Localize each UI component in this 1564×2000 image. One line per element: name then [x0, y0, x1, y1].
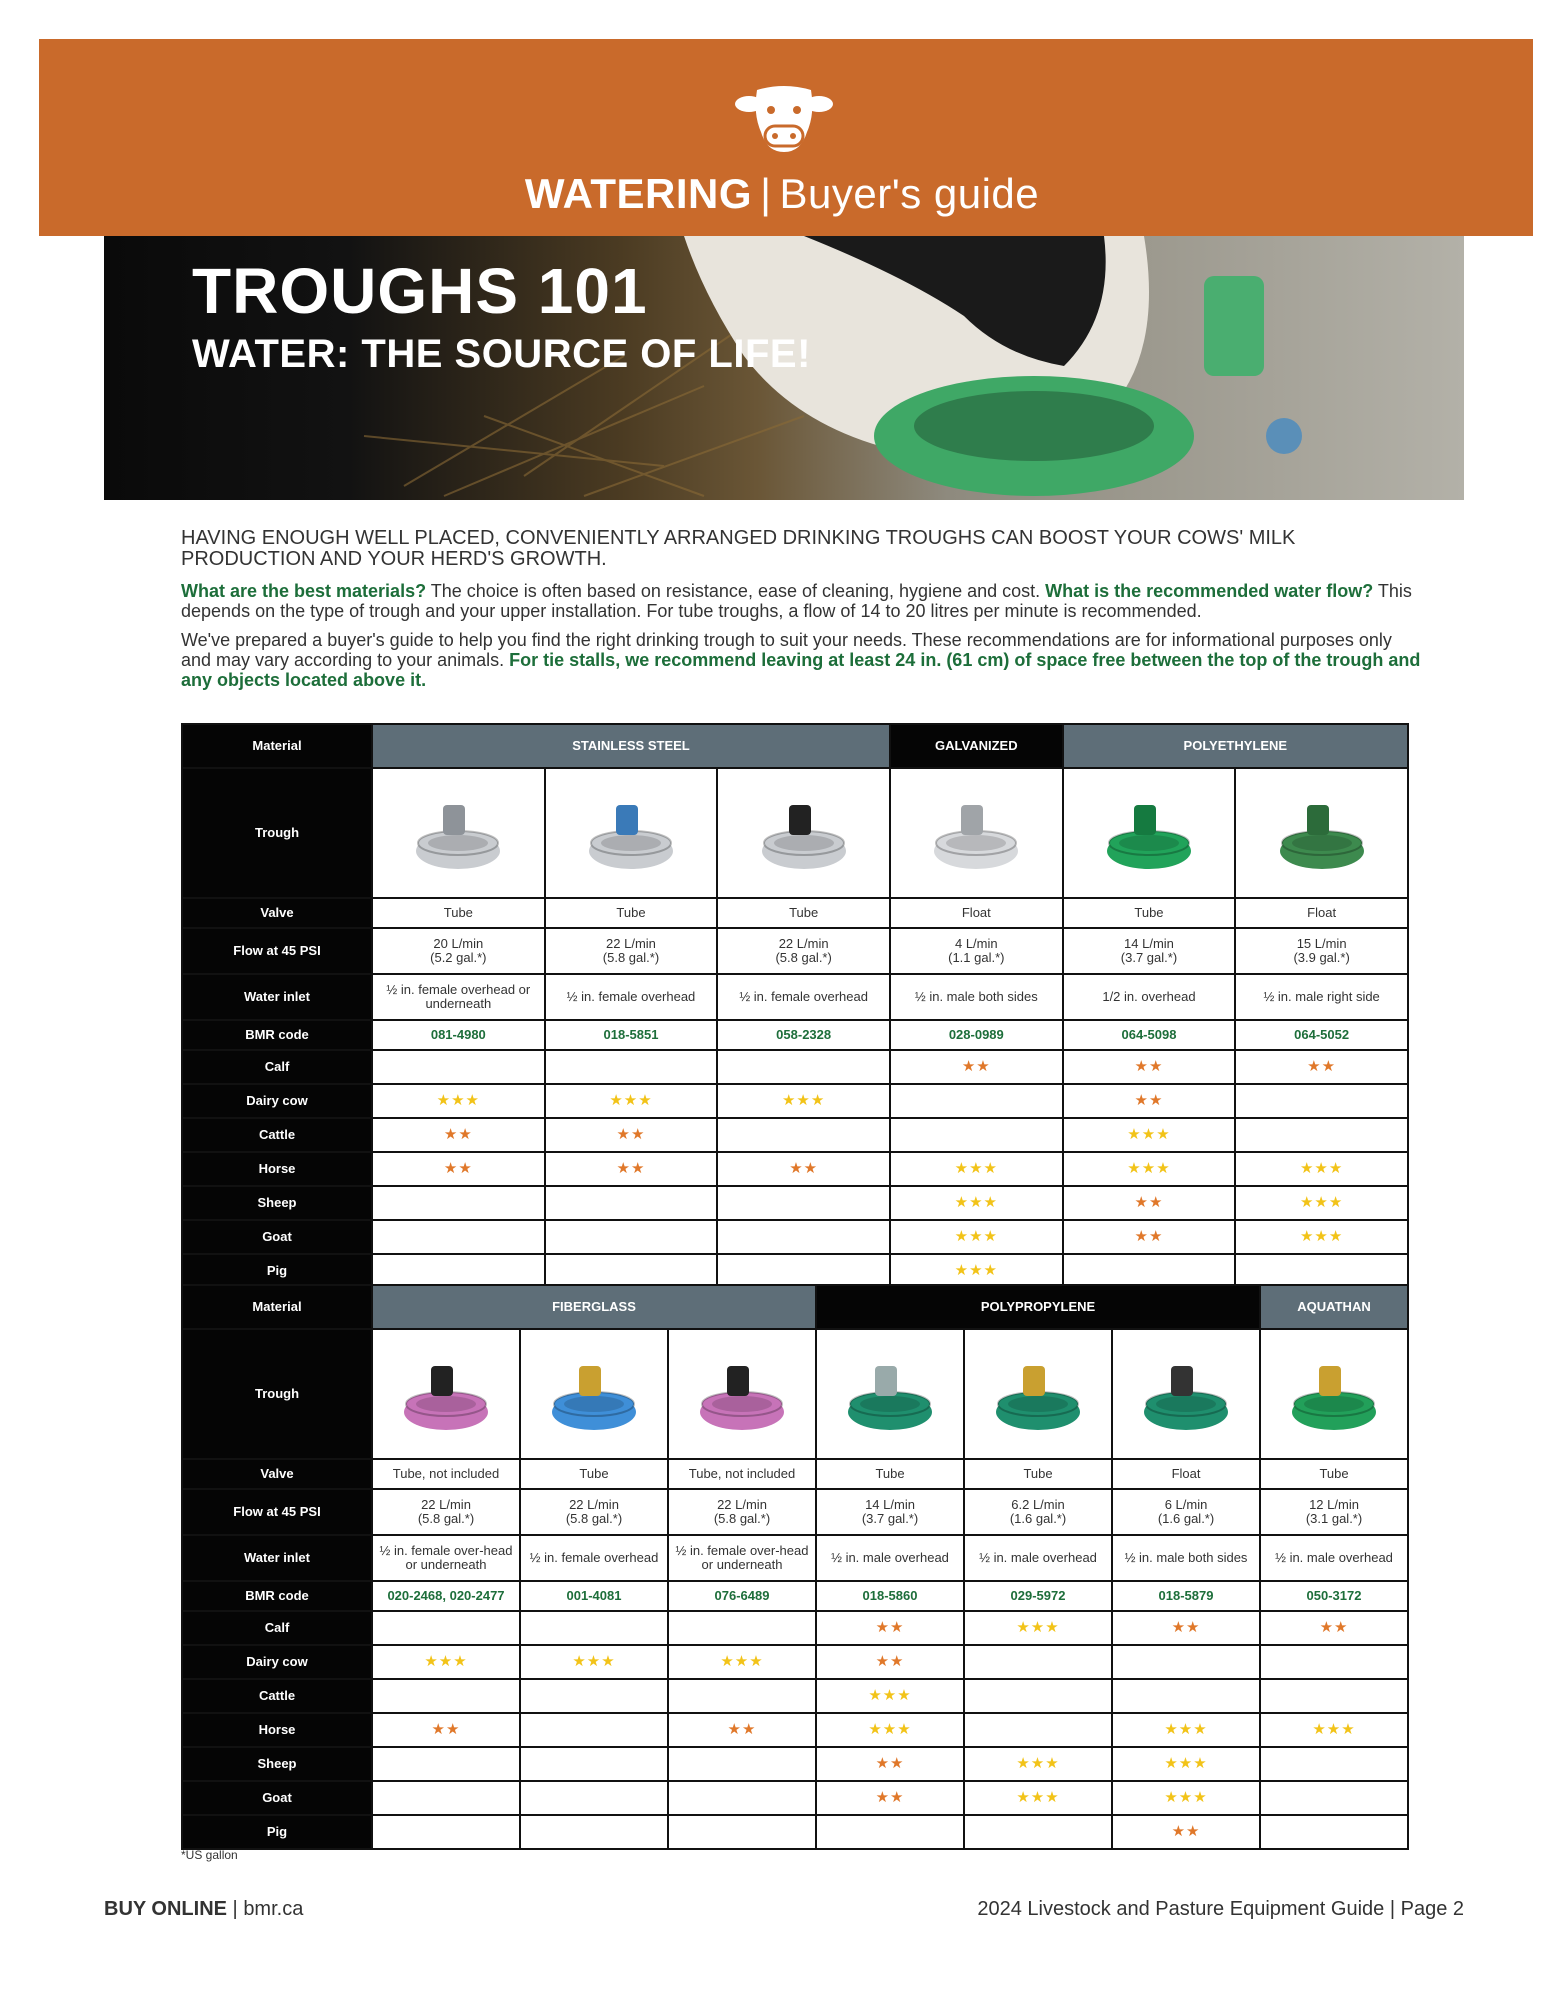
- t2-valve-cell-5: Float: [1112, 1459, 1260, 1489]
- t1-valve-cell-1: Tube: [545, 898, 718, 928]
- t2-rating-cell-0-4: [964, 1611, 1112, 1645]
- star-rating-icon: ★★★: [1164, 1755, 1208, 1772]
- t2-rating-cell-2-2: [668, 1679, 816, 1713]
- t1-row-label-animal-5: Goat: [182, 1220, 372, 1254]
- t1-rating-cell-2-5: [1235, 1118, 1408, 1152]
- trough-photo-icon: [403, 783, 513, 883]
- t1-rating-cell-4-5: [1235, 1186, 1408, 1220]
- t1-inlet-cell-3: ½ in. male both sides: [890, 974, 1063, 1020]
- t2-animal-row-3: [182, 1713, 1408, 1747]
- t1-rating-cell-6-2: [717, 1254, 890, 1288]
- t2-rating-cell-4-0: [372, 1747, 520, 1781]
- t2-trough-image-4: [964, 1329, 1112, 1459]
- intro-answer-materials: The choice is often based on resistance, ease of cleaning, hygiene and cost.: [426, 581, 1046, 601]
- star-rating-icon: ★★★: [954, 1262, 998, 1279]
- t2-valve-cell-1: Tube: [520, 1459, 668, 1489]
- t1-trough-row: [182, 768, 1408, 898]
- star-rating-icon: ★★: [616, 1126, 646, 1143]
- t2-valve-row: [182, 1459, 1408, 1489]
- t2-flow-cell-5: 6 L/min (1.6 gal.*): [1112, 1489, 1260, 1535]
- t1-rating-cell-5-0: [372, 1220, 545, 1254]
- footer-page-number: Page 2: [1400, 1898, 1464, 1920]
- t2-row-label-animal-4: Sheep: [182, 1747, 372, 1781]
- trough-photo-icon: [835, 1344, 945, 1444]
- t2-rating-cell-1-2: [668, 1645, 816, 1679]
- t2-rating-cell-2-4: [964, 1679, 1112, 1713]
- cow-head-icon: [735, 84, 833, 154]
- t2-flow-cell-3: 14 L/min (3.7 gal.*): [816, 1489, 964, 1535]
- t2-animal-row-1: [182, 1645, 1408, 1679]
- t2-row-label-valve: Valve: [182, 1459, 372, 1489]
- star-rating-icon: ★★★: [1299, 1160, 1344, 1177]
- intro-guide-text: We've prepared a buyer's guide to help you find the right drinking trough to suit your needs. These recommendations are for informational purposes only and may vary according to your animals.: [181, 630, 1392, 670]
- t1-rating-cell-6-1: [545, 1254, 718, 1288]
- t1-row-label-trough: Trough: [182, 768, 372, 898]
- t1-flow-cell-3: 4 L/min (1.1 gal.*): [890, 928, 1063, 974]
- t1-animal-row-5: [182, 1220, 1408, 1254]
- t1-rating-cell-3-3: [890, 1152, 1063, 1186]
- trough-photo-icon: [687, 1344, 797, 1444]
- t2-trough-image-0: [372, 1329, 520, 1459]
- star-rating-icon: ★★: [875, 1653, 905, 1670]
- t2-valve-cell-3: Tube: [816, 1459, 964, 1489]
- t1-rating-cell-1-2: [717, 1084, 890, 1118]
- t1-valve-cell-0: Tube: [372, 898, 545, 928]
- t1-rating-cell-3-1: [545, 1152, 718, 1186]
- t2-flow-cell-0: 22 L/min (5.8 gal.*): [372, 1489, 520, 1535]
- star-rating-icon: ★★★: [1127, 1126, 1171, 1143]
- t2-rating-cell-1-6: [1260, 1645, 1408, 1679]
- t1-rating-cell-1-5: [1235, 1084, 1408, 1118]
- t2-code-cell-3: 018-5860: [816, 1581, 964, 1611]
- t1-animal-row-2: [182, 1118, 1408, 1152]
- t2-inlet-cell-3: ½ in. male overhead: [816, 1535, 964, 1581]
- star-rating-icon: ★★★: [954, 1228, 998, 1245]
- t1-trough-image-5: [1235, 768, 1408, 898]
- t1-animal-row-1: [182, 1084, 1408, 1118]
- t1-rating-cell-5-2: [717, 1220, 890, 1254]
- t2-rating-cell-5-4: [964, 1781, 1112, 1815]
- t2-rating-cell-0-2: [668, 1611, 816, 1645]
- t2-flow-cell-1: 22 L/min (5.8 gal.*): [520, 1489, 668, 1535]
- t1-row-label-valve: Valve: [182, 898, 372, 928]
- t1-row-label-animal-4: Sheep: [182, 1186, 372, 1220]
- t1-rating-cell-5-4: [1063, 1220, 1236, 1254]
- t2-rating-cell-6-5: [1112, 1815, 1260, 1849]
- star-rating-icon: ★★★: [868, 1721, 912, 1738]
- t1-rating-cell-2-3: [890, 1118, 1063, 1152]
- star-rating-icon: ★★★: [1299, 1228, 1344, 1245]
- t2-rating-cell-4-4: [964, 1747, 1112, 1781]
- trough-comparison-table-1: [181, 723, 1409, 1289]
- footer-buy-online-label: BUY ONLINE: [104, 1898, 227, 1920]
- star-rating-icon: ★★★: [1127, 1160, 1171, 1177]
- t2-rating-cell-4-5: [1112, 1747, 1260, 1781]
- t2-flow-row: [182, 1489, 1408, 1535]
- t1-code-cell-0: 081-4980: [372, 1020, 545, 1050]
- intro-lead: HAVING ENOUGH WELL PLACED, CONVENIENTLY ARRANGED DRINKING TROUGHS CAN BOOST YOUR COWS' MILK PRODUCTION AND YOUR HERD'S GROWTH.: [181, 527, 1296, 570]
- trough-photo-icon: [391, 1344, 501, 1444]
- t1-rating-cell-4-3: [890, 1186, 1063, 1220]
- t2-row-label-animal-6: Pig: [182, 1815, 372, 1849]
- t2-code-cell-6: 050-3172: [1260, 1581, 1408, 1611]
- t2-trough-image-5: [1112, 1329, 1260, 1459]
- intro-tie-stall-note: For tie stalls, we recommend leaving at least 24 in. (61 cm) of space free between the top of the trough and any objects located above it.: [181, 650, 1421, 690]
- t1-rating-cell-3-2: [717, 1152, 890, 1186]
- t2-rating-cell-5-2: [668, 1781, 816, 1815]
- hero-banner: [104, 236, 1464, 500]
- t2-rating-cell-5-1: [520, 1781, 668, 1815]
- t2-trough-image-6: [1260, 1329, 1408, 1459]
- star-rating-icon: ★★: [1319, 1619, 1349, 1636]
- t2-rating-cell-6-4: [964, 1815, 1112, 1849]
- trough-photo-icon: [983, 1344, 1093, 1444]
- star-rating-icon: ★★: [875, 1619, 905, 1636]
- t2-rating-cell-1-1: [520, 1645, 668, 1679]
- star-rating-icon: ★★★: [868, 1687, 912, 1704]
- star-rating-icon: ★★: [1134, 1058, 1164, 1075]
- t1-material-group-0: STAINLESS STEEL: [372, 724, 890, 768]
- trough-photo-icon: [1094, 783, 1204, 883]
- t1-trough-image-0: [372, 768, 545, 898]
- t1-trough-image-2: [717, 768, 890, 898]
- t1-rating-cell-5-5: [1235, 1220, 1408, 1254]
- t2-inlet-cell-4: ½ in. male overhead: [964, 1535, 1112, 1581]
- t2-rating-cell-1-4: [964, 1645, 1112, 1679]
- t2-rating-cell-0-3: [816, 1611, 964, 1645]
- t2-code-cell-1: 001-4081: [520, 1581, 668, 1611]
- t1-inlet-cell-5: ½ in. male right side: [1235, 974, 1408, 1020]
- star-rating-icon: ★★★: [720, 1653, 764, 1670]
- trough-photo-icon: [539, 1344, 649, 1444]
- t2-rating-cell-3-2: [668, 1713, 816, 1747]
- trough-photo-icon: [1131, 1344, 1241, 1444]
- t2-material-group-2: AQUATHAN: [1260, 1285, 1408, 1329]
- t2-trough-image-1: [520, 1329, 668, 1459]
- t2-rating-cell-2-5: [1112, 1679, 1260, 1713]
- t1-rating-cell-4-2: [717, 1186, 890, 1220]
- t2-flow-cell-2: 22 L/min (5.8 gal.*): [668, 1489, 816, 1535]
- t2-rating-cell-6-1: [520, 1815, 668, 1849]
- t1-trough-image-1: [545, 768, 718, 898]
- t1-material-group-1: GALVANIZED: [890, 724, 1063, 768]
- footer-buy-online: [104, 1898, 303, 1921]
- t1-valve-cell-4: Tube: [1063, 898, 1236, 928]
- footer-separator: |: [232, 1898, 238, 1920]
- t1-flow-cell-5: 15 L/min (3.9 gal.*): [1235, 928, 1408, 974]
- t1-code-cell-4: 064-5098: [1063, 1020, 1236, 1050]
- intro-question-flow: What is the recommended water flow?: [1045, 581, 1374, 601]
- star-rating-icon: ★★: [1134, 1092, 1164, 1109]
- t2-trough-image-2: [668, 1329, 816, 1459]
- star-rating-icon: ★★: [431, 1721, 461, 1738]
- t2-rating-cell-3-5: [1112, 1713, 1260, 1747]
- t1-rating-cell-2-0: [372, 1118, 545, 1152]
- t1-rating-cell-0-5: [1235, 1050, 1408, 1084]
- footer-site-link[interactable]: bmr.ca: [243, 1898, 304, 1920]
- t2-inlet-cell-1: ½ in. female overhead: [520, 1535, 668, 1581]
- t1-rating-cell-0-3: [890, 1050, 1063, 1084]
- t2-rating-cell-2-1: [520, 1679, 668, 1713]
- t2-code-cell-5: 018-5879: [1112, 1581, 1260, 1611]
- t1-animal-row-4: [182, 1186, 1408, 1220]
- trough-photo-icon: [576, 783, 686, 883]
- star-rating-icon: ★★: [1134, 1194, 1164, 1211]
- footer-guide-info: [977, 1898, 1464, 1921]
- t2-row-label-inlet: Water inlet: [182, 1535, 372, 1581]
- intro-guide-paragraph: [181, 630, 1421, 690]
- t1-row-label-animal-6: Pig: [182, 1254, 372, 1288]
- trough-photo-icon: [921, 783, 1031, 883]
- star-rating-icon: ★★: [875, 1755, 905, 1772]
- t1-rating-cell-0-0: [372, 1050, 545, 1084]
- t1-rating-cell-1-4: [1063, 1084, 1236, 1118]
- t1-animal-row-3: [182, 1152, 1408, 1186]
- t1-trough-image-3: [890, 768, 1063, 898]
- t2-rating-cell-1-5: [1112, 1645, 1260, 1679]
- t1-rating-cell-4-0: [372, 1186, 545, 1220]
- t2-code-cell-2: 076-6489: [668, 1581, 816, 1611]
- t1-valve-cell-3: Float: [890, 898, 1063, 928]
- trough-photo-icon: [1279, 1344, 1389, 1444]
- intro-answer-flow: This depends on the type of trough and your upper installation. For tube troughs, a flow of 14 to 20 litres per minute is recommended.: [181, 581, 1412, 621]
- t2-rating-cell-3-4: [964, 1713, 1112, 1747]
- star-rating-icon: ★★: [789, 1160, 819, 1177]
- t2-inlet-cell-6: ½ in. male overhead: [1260, 1535, 1408, 1581]
- star-rating-icon: ★★: [443, 1126, 473, 1143]
- t2-inlet-cell-5: ½ in. male both sides: [1112, 1535, 1260, 1581]
- t2-rating-cell-5-6: [1260, 1781, 1408, 1815]
- t1-rating-cell-2-1: [545, 1118, 718, 1152]
- t2-rating-cell-6-2: [668, 1815, 816, 1849]
- t2-row-label-material: Material: [182, 1285, 372, 1329]
- t2-rating-cell-5-3: [816, 1781, 964, 1815]
- t1-rating-cell-0-2: [717, 1050, 890, 1084]
- t1-trough-image-4: [1063, 768, 1236, 898]
- t2-row-label-trough: Trough: [182, 1329, 372, 1459]
- t2-rating-cell-4-2: [668, 1747, 816, 1781]
- t1-rating-cell-6-0: [372, 1254, 545, 1288]
- t2-material-group-0: FIBERGLASS: [372, 1285, 816, 1329]
- star-rating-icon: ★★: [1134, 1228, 1164, 1245]
- t2-valve-cell-2: Tube, not included: [668, 1459, 816, 1489]
- header-title-light: Buyer's guide: [779, 170, 1040, 217]
- star-rating-icon: ★★★: [1164, 1721, 1208, 1738]
- intro-materials-paragraph: [181, 581, 1421, 621]
- t2-rating-cell-2-6: [1260, 1679, 1408, 1713]
- t1-animal-row-0: [182, 1050, 1408, 1084]
- star-rating-icon: ★★: [616, 1160, 646, 1177]
- star-rating-icon: ★★★: [572, 1653, 616, 1670]
- t2-rating-cell-3-3: [816, 1713, 964, 1747]
- t2-valve-cell-6: Tube: [1260, 1459, 1408, 1489]
- t2-rating-cell-5-0: [372, 1781, 520, 1815]
- trough-photo-icon: [749, 783, 859, 883]
- t2-row-label-animal-5: Goat: [182, 1781, 372, 1815]
- t2-inlet-row: [182, 1535, 1408, 1581]
- star-rating-icon: ★★★: [781, 1092, 826, 1109]
- t2-row-label-animal-2: Cattle: [182, 1679, 372, 1713]
- t1-animal-row-6: [182, 1254, 1408, 1288]
- header-title: [0, 170, 1564, 218]
- t2-rating-cell-2-0: [372, 1679, 520, 1713]
- t2-rating-cell-0-0: [372, 1611, 520, 1645]
- trough-photo-icon: [1267, 783, 1377, 883]
- t1-row-label-animal-1: Dairy cow: [182, 1084, 372, 1118]
- t2-rating-cell-6-3: [816, 1815, 964, 1849]
- t1-rating-cell-1-1: [545, 1084, 718, 1118]
- t1-material-row: [182, 724, 1408, 768]
- t1-rating-cell-1-3: [890, 1084, 1063, 1118]
- t1-flow-row: [182, 928, 1408, 974]
- star-rating-icon: ★★: [875, 1789, 905, 1806]
- t2-animal-row-6: [182, 1815, 1408, 1849]
- t1-rating-cell-1-0: [372, 1084, 545, 1118]
- t1-code-cell-3: 028-0989: [890, 1020, 1063, 1050]
- footer-separator-2: |: [1389, 1898, 1396, 1920]
- t2-row-label-code: BMR code: [182, 1581, 372, 1611]
- t1-rating-cell-3-5: [1235, 1152, 1408, 1186]
- t2-valve-cell-0: Tube, not included: [372, 1459, 520, 1489]
- star-rating-icon: ★★: [1307, 1058, 1337, 1075]
- t2-material-group-1: POLYPROPYLENE: [816, 1285, 1260, 1329]
- t1-rating-cell-6-4: [1063, 1254, 1236, 1288]
- t2-animal-row-2: [182, 1679, 1408, 1713]
- t1-row-label-animal-2: Cattle: [182, 1118, 372, 1152]
- t2-rating-cell-1-0: [372, 1645, 520, 1679]
- star-rating-icon: ★★: [1171, 1619, 1201, 1636]
- star-rating-icon: ★★★: [609, 1092, 653, 1109]
- t2-flow-cell-6: 12 L/min (3.1 gal.*): [1260, 1489, 1408, 1535]
- t1-valve-cell-5: Float: [1235, 898, 1408, 928]
- t2-rating-cell-0-1: [520, 1611, 668, 1645]
- t2-inlet-cell-2: ½ in. female over-head or underneath: [668, 1535, 816, 1581]
- t1-rating-cell-2-2: [717, 1118, 890, 1152]
- t1-flow-cell-0: 20 L/min (5.2 gal.*): [372, 928, 545, 974]
- t2-animal-row-5: [182, 1781, 1408, 1815]
- t2-rating-cell-4-1: [520, 1747, 668, 1781]
- t1-rating-cell-4-1: [545, 1186, 718, 1220]
- t1-inlet-cell-4: 1/2 in. overhead: [1063, 974, 1236, 1020]
- t1-row-label-flow: Flow at 45 PSI: [182, 928, 372, 974]
- t1-inlet-cell-1: ½ in. female overhead: [545, 974, 718, 1020]
- t2-rating-cell-3-6: [1260, 1713, 1408, 1747]
- t1-valve-cell-2: Tube: [717, 898, 890, 928]
- footer-guide-title: 2024 Livestock and Pasture Equipment Guide: [977, 1898, 1385, 1920]
- t2-flow-cell-4: 6.2 L/min (1.6 gal.*): [964, 1489, 1112, 1535]
- t1-row-label-inlet: Water inlet: [182, 974, 372, 1020]
- t2-valve-cell-4: Tube: [964, 1459, 1112, 1489]
- t2-rating-cell-4-3: [816, 1747, 964, 1781]
- t1-row-label-material: Material: [182, 724, 372, 768]
- t2-rating-cell-2-3: [816, 1679, 964, 1713]
- t1-row-label-code: BMR code: [182, 1020, 372, 1050]
- t1-rating-cell-6-3: [890, 1254, 1063, 1288]
- hero-subtitle: WATER: THE SOURCE OF LIFE!: [192, 332, 811, 376]
- t1-code-row: [182, 1020, 1408, 1050]
- t2-animal-row-0: [182, 1611, 1408, 1645]
- hero-title: TROUGHS 101: [192, 255, 648, 327]
- t1-material-group-2: POLYETHYLENE: [1063, 724, 1408, 768]
- t1-rating-cell-4-4: [1063, 1186, 1236, 1220]
- t2-row-label-flow: Flow at 45 PSI: [182, 1489, 372, 1535]
- t1-rating-cell-2-4: [1063, 1118, 1236, 1152]
- trough-comparison-table-2: [181, 1284, 1409, 1850]
- t1-code-cell-1: 018-5851: [545, 1020, 718, 1050]
- star-rating-icon: ★★: [443, 1160, 473, 1177]
- t1-code-cell-2: 058-2328: [717, 1020, 890, 1050]
- t1-inlet-cell-0: ½ in. female overhead or underneath: [372, 974, 545, 1020]
- t2-rating-cell-5-5: [1112, 1781, 1260, 1815]
- t2-material-row: [182, 1285, 1408, 1329]
- star-rating-icon: ★★★: [1016, 1789, 1060, 1806]
- t2-row-label-animal-1: Dairy cow: [182, 1645, 372, 1679]
- t2-rating-cell-0-5: [1112, 1611, 1260, 1645]
- t2-rating-cell-3-0: [372, 1713, 520, 1747]
- star-rating-icon: ★★: [727, 1721, 757, 1738]
- t2-trough-row: [182, 1329, 1408, 1459]
- t2-rating-cell-3-1: [520, 1713, 668, 1747]
- star-rating-icon: ★★★: [1299, 1194, 1344, 1211]
- t1-rating-cell-0-1: [545, 1050, 718, 1084]
- t2-animal-row-4: [182, 1747, 1408, 1781]
- t2-code-cell-0: 020-2468, 020-2477: [372, 1581, 520, 1611]
- t2-row-label-animal-0: Calf: [182, 1611, 372, 1645]
- t2-code-cell-4: 029-5972: [964, 1581, 1112, 1611]
- t1-rating-cell-5-1: [545, 1220, 718, 1254]
- t1-rating-cell-3-4: [1063, 1152, 1236, 1186]
- t1-rating-cell-5-3: [890, 1220, 1063, 1254]
- star-rating-icon: ★★★: [1016, 1619, 1060, 1636]
- star-rating-icon: ★★: [1171, 1823, 1201, 1840]
- t2-rating-cell-1-3: [816, 1645, 964, 1679]
- t2-rating-cell-6-0: [372, 1815, 520, 1849]
- star-rating-icon: ★★: [961, 1058, 991, 1075]
- t2-inlet-cell-0: ½ in. female over-head or underneath: [372, 1535, 520, 1581]
- t2-code-row: [182, 1581, 1408, 1611]
- t2-rating-cell-4-6: [1260, 1747, 1408, 1781]
- t1-flow-cell-2: 22 L/min (5.8 gal.*): [717, 928, 890, 974]
- star-rating-icon: ★★★: [1312, 1721, 1356, 1738]
- t1-flow-cell-4: 14 L/min (3.7 gal.*): [1063, 928, 1236, 974]
- t2-rating-cell-0-6: [1260, 1611, 1408, 1645]
- star-rating-icon: ★★★: [1164, 1789, 1208, 1806]
- t2-rating-cell-6-6: [1260, 1815, 1408, 1849]
- t2-trough-image-3: [816, 1329, 964, 1459]
- t1-flow-cell-1: 22 L/min (5.8 gal.*): [545, 928, 718, 974]
- t1-rating-cell-6-5: [1235, 1254, 1408, 1288]
- t1-rating-cell-0-4: [1063, 1050, 1236, 1084]
- header-title-separator: |: [760, 170, 772, 217]
- t1-inlet-cell-2: ½ in. female overhead: [717, 974, 890, 1020]
- t1-rating-cell-3-0: [372, 1152, 545, 1186]
- star-rating-icon: ★★★: [954, 1160, 998, 1177]
- footnote: *US gallon: [181, 1848, 238, 1862]
- star-rating-icon: ★★★: [1016, 1755, 1060, 1772]
- star-rating-icon: ★★★: [436, 1092, 480, 1109]
- t1-inlet-row: [182, 974, 1408, 1020]
- t1-valve-row: [182, 898, 1408, 928]
- t1-row-label-animal-3: Horse: [182, 1152, 372, 1186]
- star-rating-icon: ★★★: [954, 1194, 998, 1211]
- t1-row-label-animal-0: Calf: [182, 1050, 372, 1084]
- star-rating-icon: ★★★: [424, 1653, 468, 1670]
- header-title-bold: WATERING: [524, 170, 753, 217]
- intro-question-materials: What are the best materials?: [181, 581, 427, 601]
- t1-code-cell-5: 064-5052: [1235, 1020, 1408, 1050]
- t2-row-label-animal-3: Horse: [182, 1713, 372, 1747]
